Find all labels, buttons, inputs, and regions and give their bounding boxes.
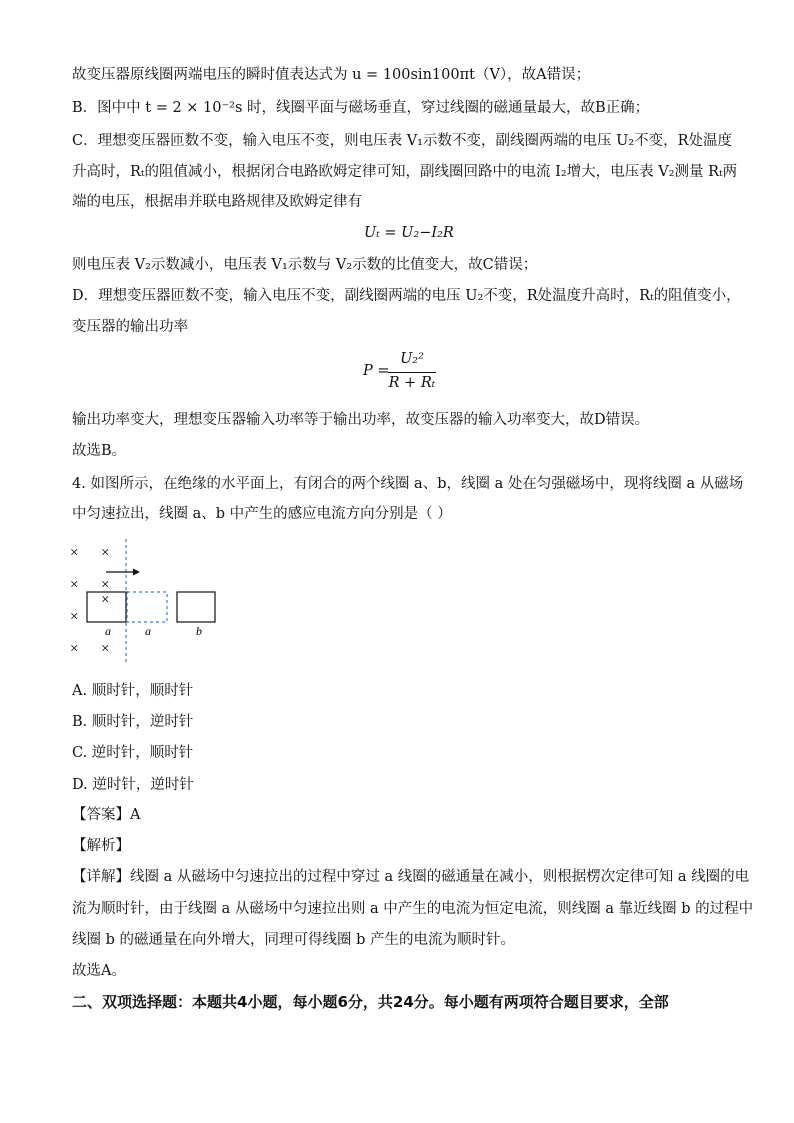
text-line: 故选B。 <box>72 443 127 459</box>
detail-line: 【详解】线圈 a 从磁场中匀速拉出的过程中穿过 a 线圈的磁通量在减小，则根据楞次定律可知 a 线圈的电 <box>72 869 750 885</box>
option-b: B. 顺时针，逆时针 <box>72 714 194 730</box>
field-cross: × <box>70 609 79 625</box>
text-line: C．理想变压器匝数不变，输入电压不变，则电压表 V₁示数不变，副线圈两端的电压 U₂不变，R处温度 <box>72 133 733 149</box>
field-cross: × <box>101 592 110 608</box>
coil-figure <box>60 535 230 665</box>
fraction-bar <box>388 372 436 373</box>
detail-line: 线圈 b 的磁通量在向外增大，同理可得线圈 b 产生的电流为顺时针。 <box>72 932 515 948</box>
option-c: C. 逆时针，顺时针 <box>72 745 194 761</box>
text-line: 故变压器原线圈两端电压的瞬时值表达式为 u = 100sin100πt（V），故A错误； <box>72 67 591 83</box>
field-cross: × <box>70 641 79 657</box>
coil-a-moved <box>127 592 167 622</box>
equation-2-lhs: P = <box>363 363 390 379</box>
coil-b <box>177 592 215 622</box>
equation-1: Uₜ = U₂−I₂R <box>364 225 454 241</box>
text-line: B．图中中 t = 2 × 10⁻²s 时，线圈平面与磁场垂直，穿过线圈的磁通量最大，故B正确； <box>72 100 650 116</box>
text-line: D．理想变压器匝数不变，输入电压不变，副线圈两端的电压 U₂不变，R处温度升高时，Rₜ的阻值变小， <box>72 288 741 304</box>
field-cross: × <box>70 545 79 561</box>
arrow-head-icon <box>133 569 140 576</box>
field-cross: × <box>101 641 110 657</box>
label-a: a <box>105 624 111 638</box>
field-cross: × <box>101 545 110 561</box>
text-line: 故选A。 <box>72 963 126 979</box>
section-heading: 二、双项选择题：本题共4小题，每小题6分，共24分。每小题有两项符合题目要求，全部 <box>72 993 669 1011</box>
equation-2-numerator: U₂² <box>400 351 424 367</box>
question-4-line-1: 4. 如图所示，在绝缘的水平面上，有闭合的两个线圈 a、b，线圈 a 处在匀强磁场中，现将线圈 a 从磁场 <box>72 476 744 492</box>
answer-label: 【答案】A <box>72 807 141 823</box>
analysis-label: 【解析】 <box>72 838 130 854</box>
field-cross: × <box>101 577 110 593</box>
label-a: a <box>145 624 151 638</box>
field-cross: × <box>70 577 79 593</box>
option-a: A. 顺时针，顺时针 <box>72 683 194 699</box>
text-line: 则电压表 V₂示数减小，电压表 V₁示数与 V₂示数的比值变大，故C错误； <box>72 257 538 273</box>
label-b: b <box>196 624 202 638</box>
text-line: 输出功率变大，理想变压器输入功率等于输出功率，故变压器的输入功率变大，故D错误。 <box>72 412 650 428</box>
text-line: 端的电压，根据串并联电路规律及欧姆定律有 <box>72 194 362 210</box>
detail-line: 流为顺时针，由于线圈 a 从磁场中匀速拉出则 a 中产生的电流为恒定电流，则线圈 a 靠近线圈 b 的过程中 <box>72 901 754 917</box>
text-line: 升高时，Rₜ的阻值减小，根据闭合电路欧姆定律可知，副线圈回路中的电流 I₂增大，电压表 V₂测量 Rₜ两 <box>72 164 738 180</box>
option-d: D. 逆时针，逆时针 <box>72 777 194 793</box>
question-4-line-2: 中匀速拉出，线圈 a、b 中产生的感应电流方向分别是（ ） <box>72 506 452 522</box>
text-line: 变压器的输出功率 <box>72 319 188 335</box>
equation-2-denominator: R + Rₜ <box>388 375 436 391</box>
